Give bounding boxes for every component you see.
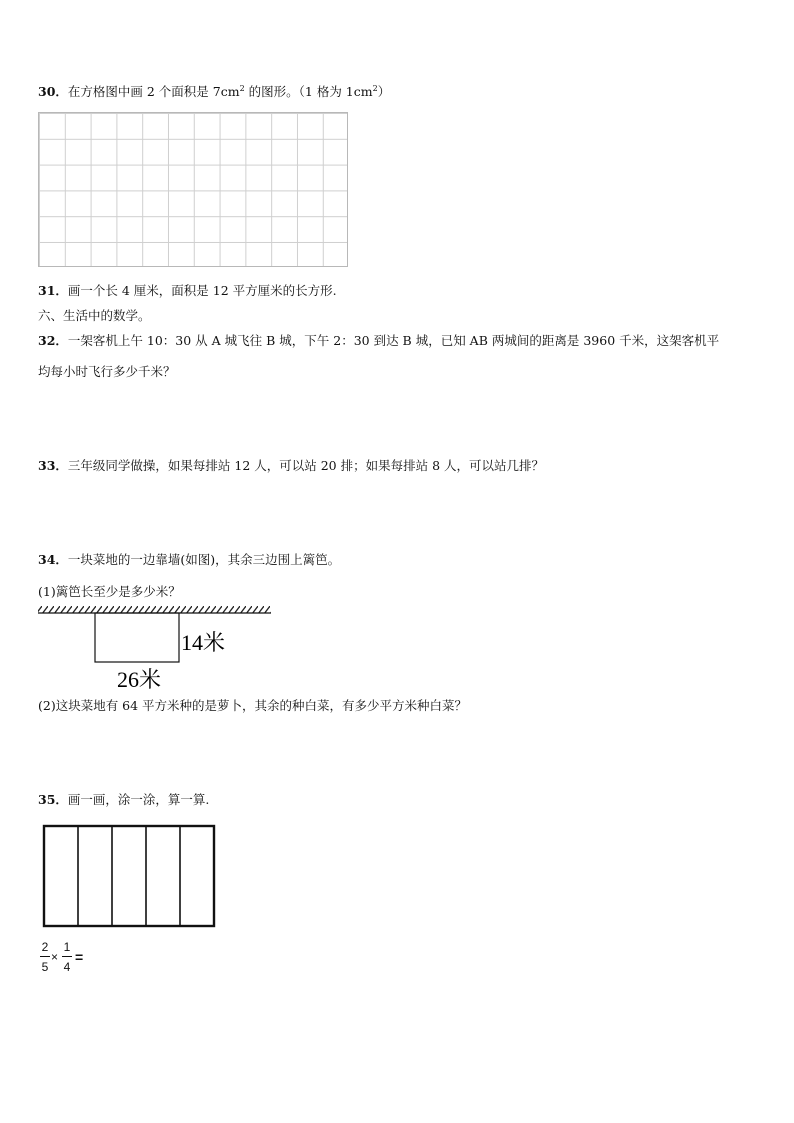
equals-sign: = xyxy=(75,949,84,965)
question-number: 34． xyxy=(38,552,68,567)
question-text: 画一画，涂一涂，算一算. xyxy=(67,792,210,807)
wall-hatching xyxy=(38,606,271,613)
question-number: 35． xyxy=(38,792,68,807)
height-label: 14米 xyxy=(181,630,226,655)
question-34-part1: (1)篱笆长至少是多少米？ xyxy=(38,584,181,599)
question-34-part2: (2)这块菜地有 64 平方米种的是萝卜，其余的种白菜，有多少平方米种白菜？ xyxy=(38,698,468,713)
question-text: 一架客机上午 10：30 从 A 城飞往 B 城，下午 2：30 到达 B 城，已知 AB 两城间的距离是 3960 千米，这架客机平 xyxy=(67,333,720,348)
question-text: 的图形。（1 格为 1cm xyxy=(244,84,373,99)
width-label: 26米 xyxy=(117,667,162,692)
strip-figure[interactable] xyxy=(40,822,220,930)
question-32 xyxy=(38,333,719,349)
question-text: 一块菜地的一边靠墙(如图)，其余三边围上篱笆。 xyxy=(67,552,341,567)
fraction1-denominator: 5 xyxy=(41,960,49,974)
question-text: 在方格图中画 2 个面积是 7cm xyxy=(67,84,240,99)
question-text: ） xyxy=(377,84,391,99)
question-text: 画一个长 4 厘米，面积是 12 平方厘米的长方形. xyxy=(67,283,337,298)
section-heading: 六、生活中的数学。 xyxy=(38,308,151,323)
question-35 xyxy=(38,792,209,808)
question-number: 31． xyxy=(38,283,68,298)
square-grid[interactable] xyxy=(38,112,348,267)
fraction1-numerator: 2 xyxy=(41,940,49,954)
question-number: 33． xyxy=(38,458,68,473)
question-34 xyxy=(38,552,340,568)
question-number: 32． xyxy=(38,333,68,348)
superscript: 2 xyxy=(372,83,378,93)
question-31 xyxy=(38,283,337,299)
strip-outline xyxy=(44,826,214,926)
fraction2-denominator: 4 xyxy=(63,960,71,974)
multiply-sign: × xyxy=(51,950,59,964)
garden-diagram xyxy=(0,598,320,698)
garden-rectangle xyxy=(95,613,179,662)
question-30 xyxy=(38,84,390,100)
fraction2-bar xyxy=(62,956,72,957)
fraction2-numerator: 1 xyxy=(63,940,71,954)
question-number: 30． xyxy=(38,84,68,99)
question-33 xyxy=(38,458,544,474)
superscript: 2 xyxy=(239,83,245,93)
question-text: 三年级同学做操，如果每排站 12 人，可以站 20 排；如果每排站 8 人，可以站几排？ xyxy=(67,458,545,473)
question-32-line2: 均每小时飞行多少千米？ xyxy=(38,364,176,379)
fraction1-bar xyxy=(40,956,50,957)
